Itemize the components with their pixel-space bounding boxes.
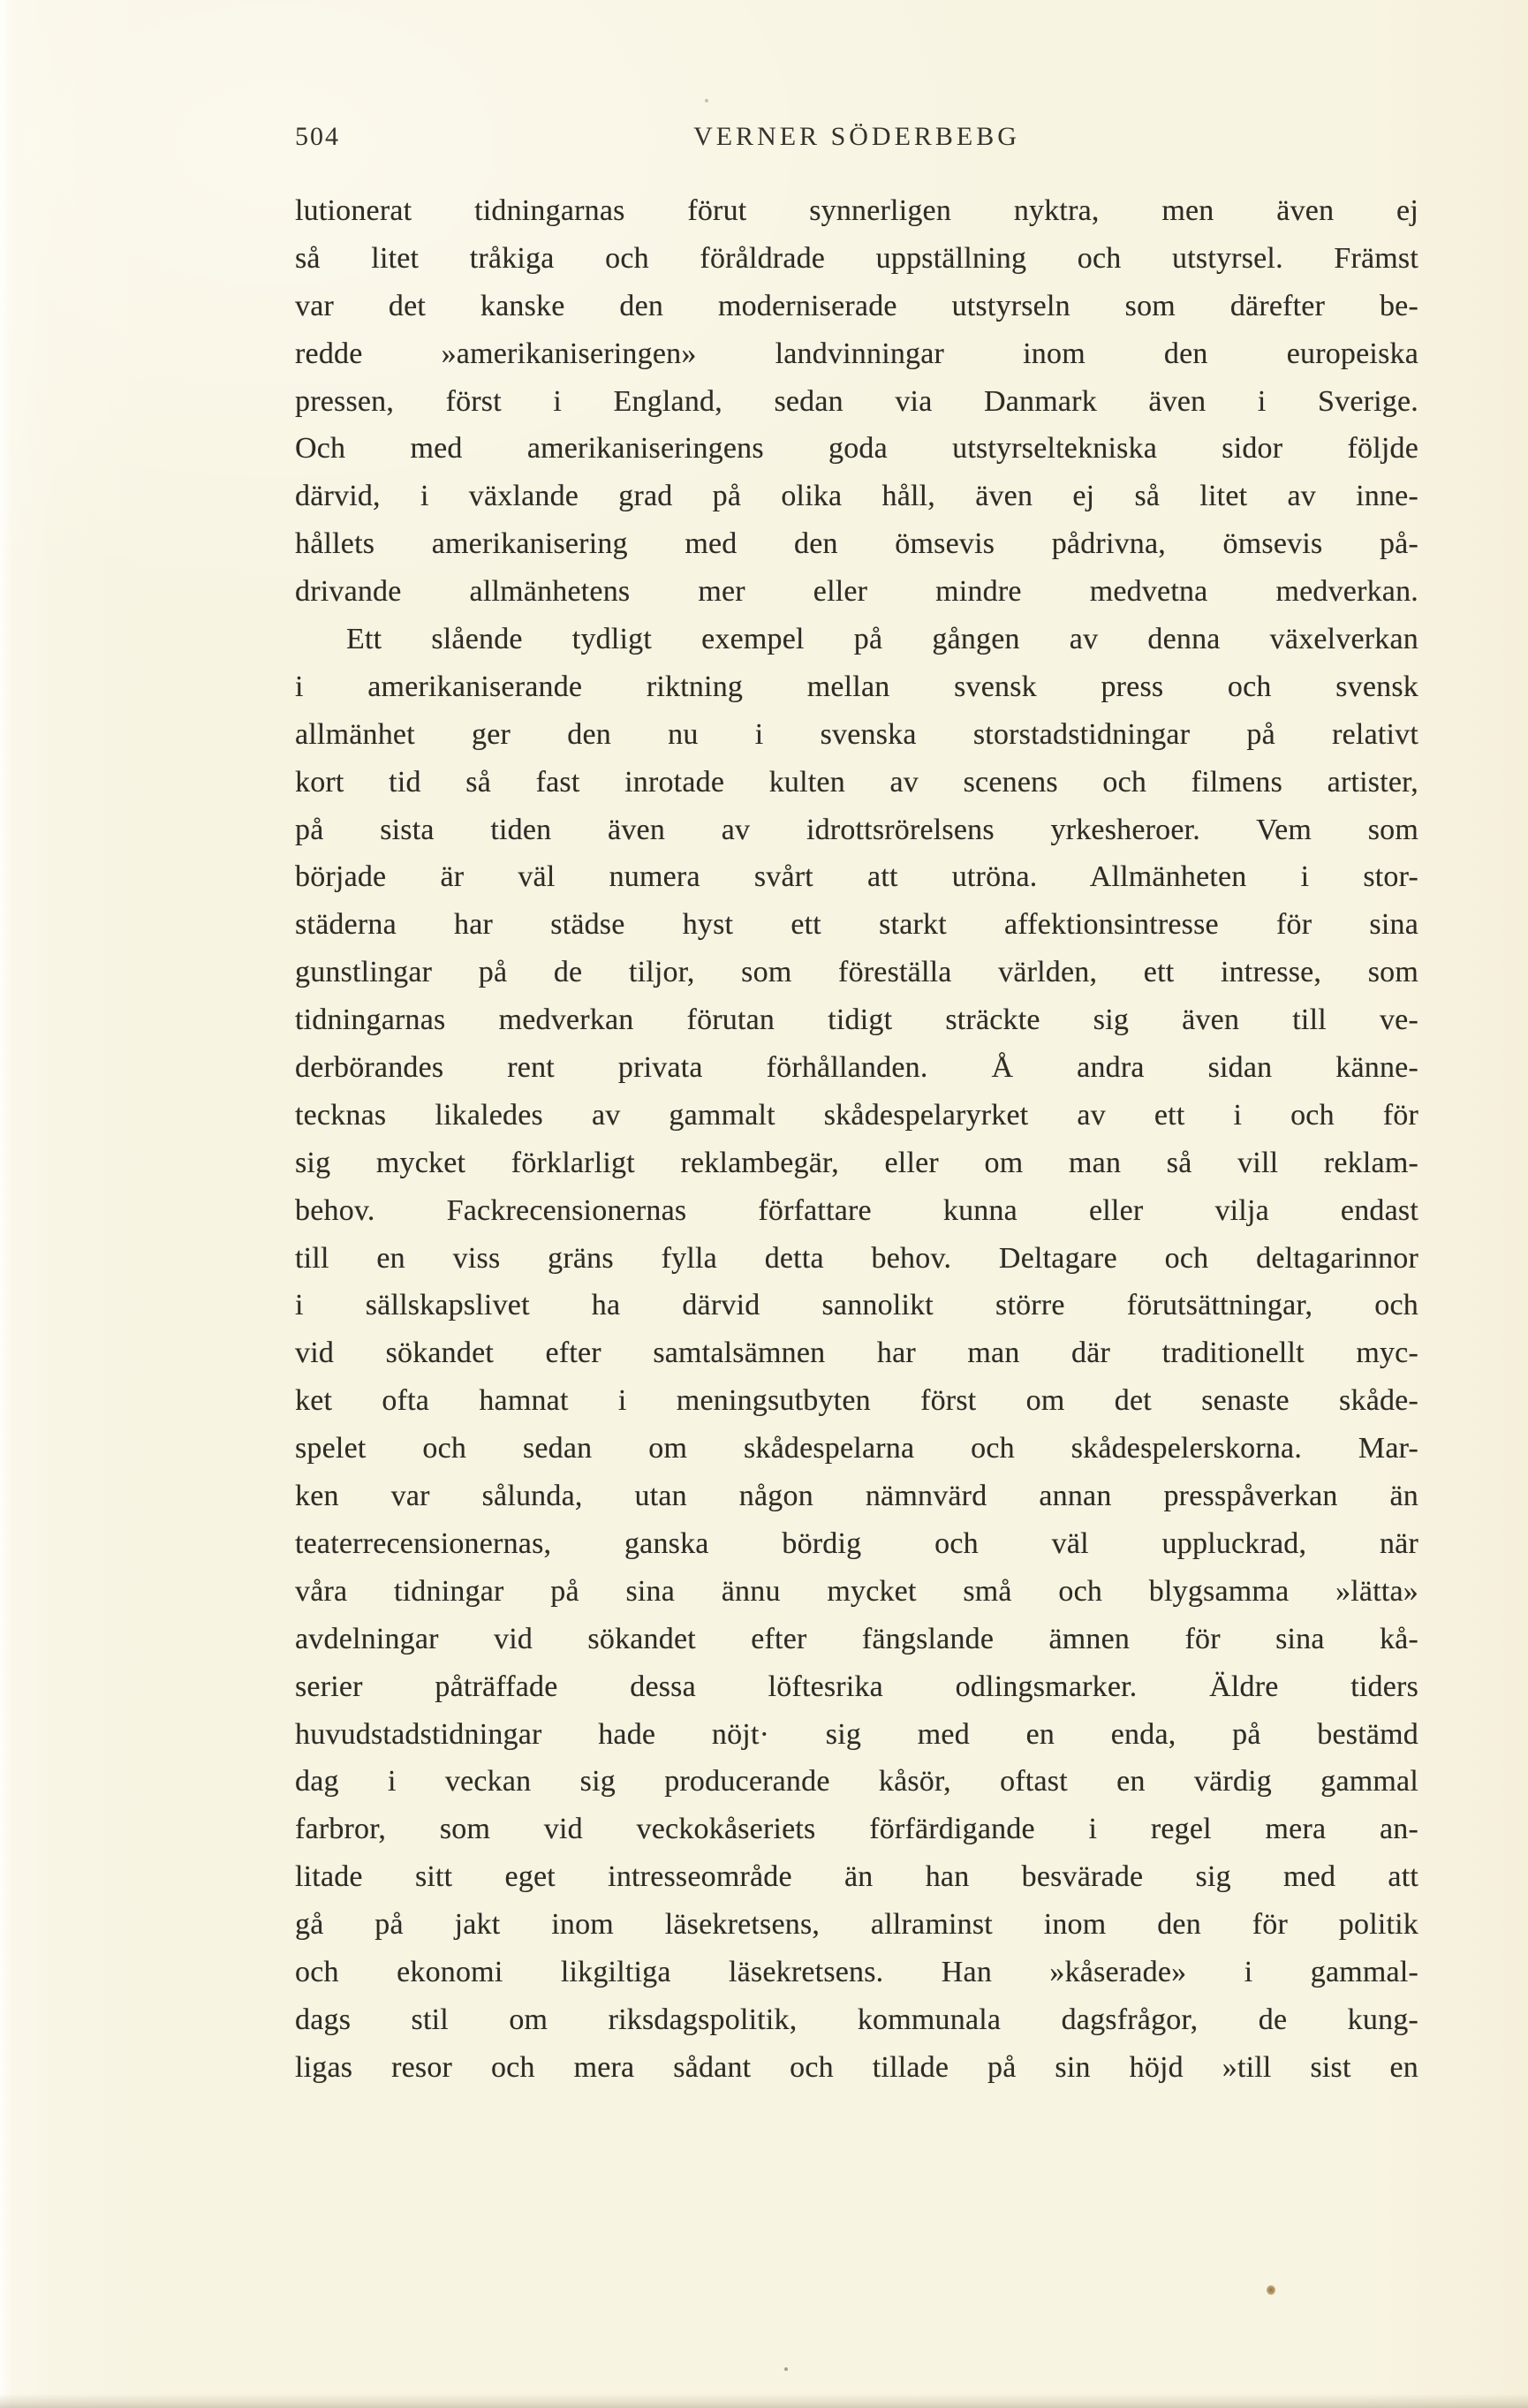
text-line: serier påträffade dessa löftesrika odlingsmarker. Äldre tiders <box>295 1670 1418 1703</box>
text-line: litade sitt eget intresseområde än han besvärade sig med att <box>295 1860 1418 1894</box>
text-line-paragraph-start: Ett slående tydligt exempel på gången av denna växelverkan <box>346 623 1418 656</box>
text-line: ligas resor och mera sådant och tillade på sin höjd »till sist en <box>295 2050 1418 2084</box>
paper-stain-speck <box>1267 2285 1275 2295</box>
text-line: städerna har städse hyst ett starkt affektionsintresse för sina <box>295 908 1418 942</box>
text-line: teaterrecensionernas, ganska bördig och väl uppluckrad, när <box>295 1526 1418 1560</box>
text-line: spelet och sedan om skådespelarna och skådespelerskorna. Mar- <box>295 1432 1418 1465</box>
text-line: Och med amerikaniseringens goda utstyrseltekniska sidor följde <box>295 432 1418 466</box>
text-line: tecknas likaledes av gammalt skådespelaryrket av ett i och för <box>295 1098 1418 1132</box>
text-line: ket ofta hamnat i meningsutbyten först om det senaste skåde- <box>295 1384 1418 1418</box>
text-line: i amerikaniserande riktning mellan svensk press och svensk <box>295 670 1418 703</box>
text-line: så litet tråkiga och föråldrade uppställning och utstyrsel. Främst <box>295 241 1418 275</box>
text-line: lutionerat tidningarnas förut synnerligen nyktra, men även ej <box>295 194 1418 227</box>
paper-speck <box>705 99 708 102</box>
running-header-title: VERNER SÖDERBEBG <box>693 122 1020 151</box>
text-line: tidningarnas medverkan förutan tidigt sträckte sig även till ve- <box>295 1003 1418 1037</box>
text-line: avdelningar vid sökandet efter fängslande ämnen för sina kå- <box>295 1622 1418 1655</box>
text-line: kort tid så fast inrotade kulten av scenens och filmens artister, <box>295 765 1418 799</box>
text-line: därvid, i växlande grad på olika håll, även ej så litet av inne- <box>295 480 1418 513</box>
text-line: i sällskapslivet ha därvid sannolikt större förutsättningar, och <box>295 1289 1418 1322</box>
text-line: började är väl numera svårt att utröna. Allmänheten i stor- <box>295 860 1418 894</box>
text-line: på sista tiden även av idrottsrörelsens yrkesheroer. Vem som <box>295 813 1418 846</box>
text-line: derbörandes rent privata förhållanden. Å andra sidan känne- <box>295 1051 1418 1085</box>
text-line: farbror, som vid veckokåseriets förfärdigande i regel mera an- <box>295 1813 1418 1846</box>
text-line: vid sökandet efter samtalsämnen har man där traditionellt myc- <box>295 1337 1418 1370</box>
text-line: gunstlingar på de tiljor, som föreställa världen, ett intresse, som <box>295 956 1418 989</box>
text-line: dag i veckan sig producerande kåsör, oftast en värdig gammal <box>295 1765 1418 1798</box>
text-line: pressen, först i England, sedan via Danmark även i Sverige. <box>295 384 1418 418</box>
text-line: allmänhet ger den nu i svenska storstadstidningar på relativt <box>295 717 1418 751</box>
text-line: gå på jakt inom läsekretsens, allraminst inom den för politik <box>295 1908 1418 1942</box>
text-line: våra tidningar på sina ännu mycket små och blygsamma »lätta» <box>295 1574 1418 1608</box>
text-line: ken var sålunda, utan någon nämnvärd annan presspåverkan än <box>295 1480 1418 1513</box>
text-line: sig mycket förklarligt reklambegär, eller om man så vill reklam- <box>295 1146 1418 1179</box>
text-line: och ekonomi likgiltiga läsekretsens. Han »kåserade» i gammal- <box>295 1955 1418 1988</box>
text-line: hållets amerikanisering med den ömsevis pådrivna, ömsevis på- <box>295 527 1418 561</box>
text-line: behov. Fackrecensionernas författare kunna eller vilja endast <box>295 1193 1418 1227</box>
text-line: var det kanske den moderniserade utstyrseln som därefter be- <box>295 289 1418 322</box>
page-number: 504 <box>295 122 340 151</box>
text-line: dags stil om riksdagspolitik, kommunala dagsfrågor, de kung- <box>295 2003 1418 2036</box>
page-edge-highlight <box>0 0 12 2408</box>
running-header <box>295 122 1418 157</box>
text-line: huvudstadstidningar hade nöjt· sig med en enda, på bestämd <box>295 1717 1418 1751</box>
body-text-block <box>295 187 1418 2092</box>
page-edge-shading <box>0 2394 1528 2408</box>
text-line: redde »amerikaniseringen» landvinningar inom den europeiska <box>295 337 1418 370</box>
text-line: drivande allmänhetens mer eller mindre medvetna medverkan. <box>295 575 1418 609</box>
paper-speck <box>784 2367 788 2371</box>
text-line: till en viss gräns fylla detta behov. Deltagare och deltagarinnor <box>295 1241 1418 1275</box>
